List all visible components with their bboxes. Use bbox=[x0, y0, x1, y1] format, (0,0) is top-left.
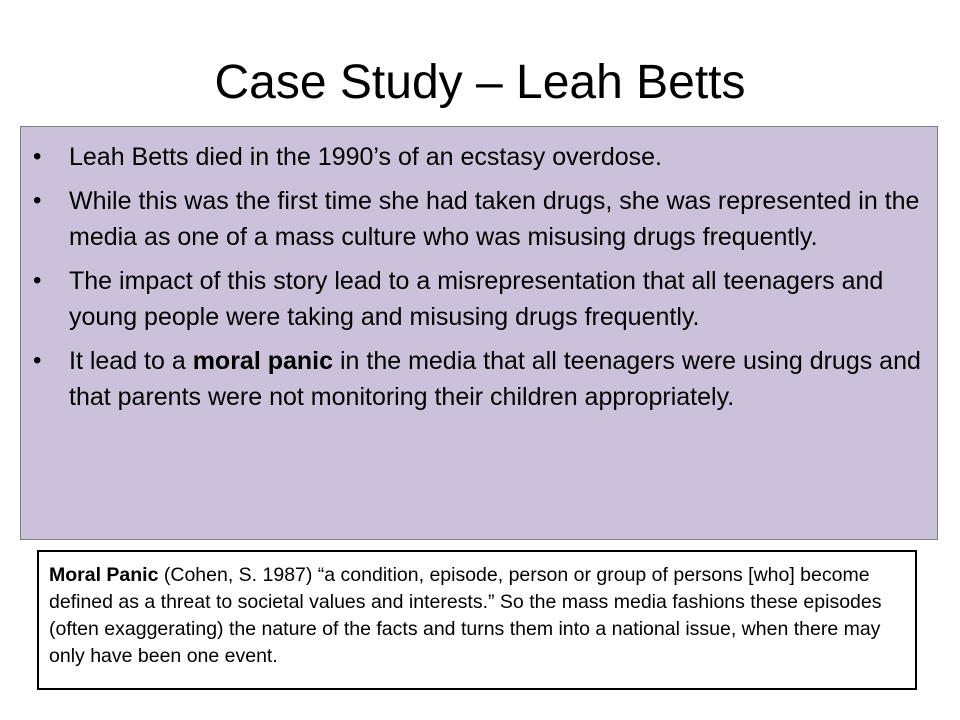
callout-text: (Cohen, S. 1987) “a condition, episode, person or group of persons [who] become defined as a threat to societal values and interests.” So the mass media fashions these episodes (often exaggerating) the nature of the facts and turns them into a national issue, when there may only have been one event. bbox=[49, 564, 882, 667]
bullet-item bbox=[33, 263, 933, 335]
bullet-list bbox=[33, 139, 933, 423]
bullet-icon: • bbox=[33, 347, 42, 374]
bullet-text-post: in the media that all teenagers were using drugs and that parents were not monitoring their children appropriately. bbox=[69, 347, 921, 411]
content-box bbox=[20, 126, 938, 540]
bullet-text: The impact of this story lead to a misrepresentation that all teenagers and young people were taking and misusing drugs frequently. bbox=[69, 267, 884, 331]
bullet-text: While this was the first time she had taken drugs, she was represented in the media as one of a mass culture who was misusing drugs frequently. bbox=[69, 187, 920, 251]
bullet-icon: • bbox=[33, 267, 42, 294]
bullet-icon: • bbox=[33, 187, 42, 214]
bullet-icon: • bbox=[33, 143, 42, 170]
bullet-text-bold: moral panic bbox=[192, 347, 334, 375]
bullet-text: Leah Betts died in the 1990’s of an ecstasy overdose. bbox=[69, 143, 662, 171]
bullet-text bbox=[69, 347, 921, 411]
bullet-item bbox=[33, 183, 933, 255]
definition-callout bbox=[37, 550, 917, 690]
bullet-text-pre: It lead to a bbox=[69, 347, 193, 375]
bullet-item bbox=[33, 139, 933, 175]
bullet-item bbox=[33, 343, 933, 415]
slide-title: Case Study – Leah Betts bbox=[214, 56, 746, 109]
callout-term: Moral Panic bbox=[49, 564, 159, 586]
